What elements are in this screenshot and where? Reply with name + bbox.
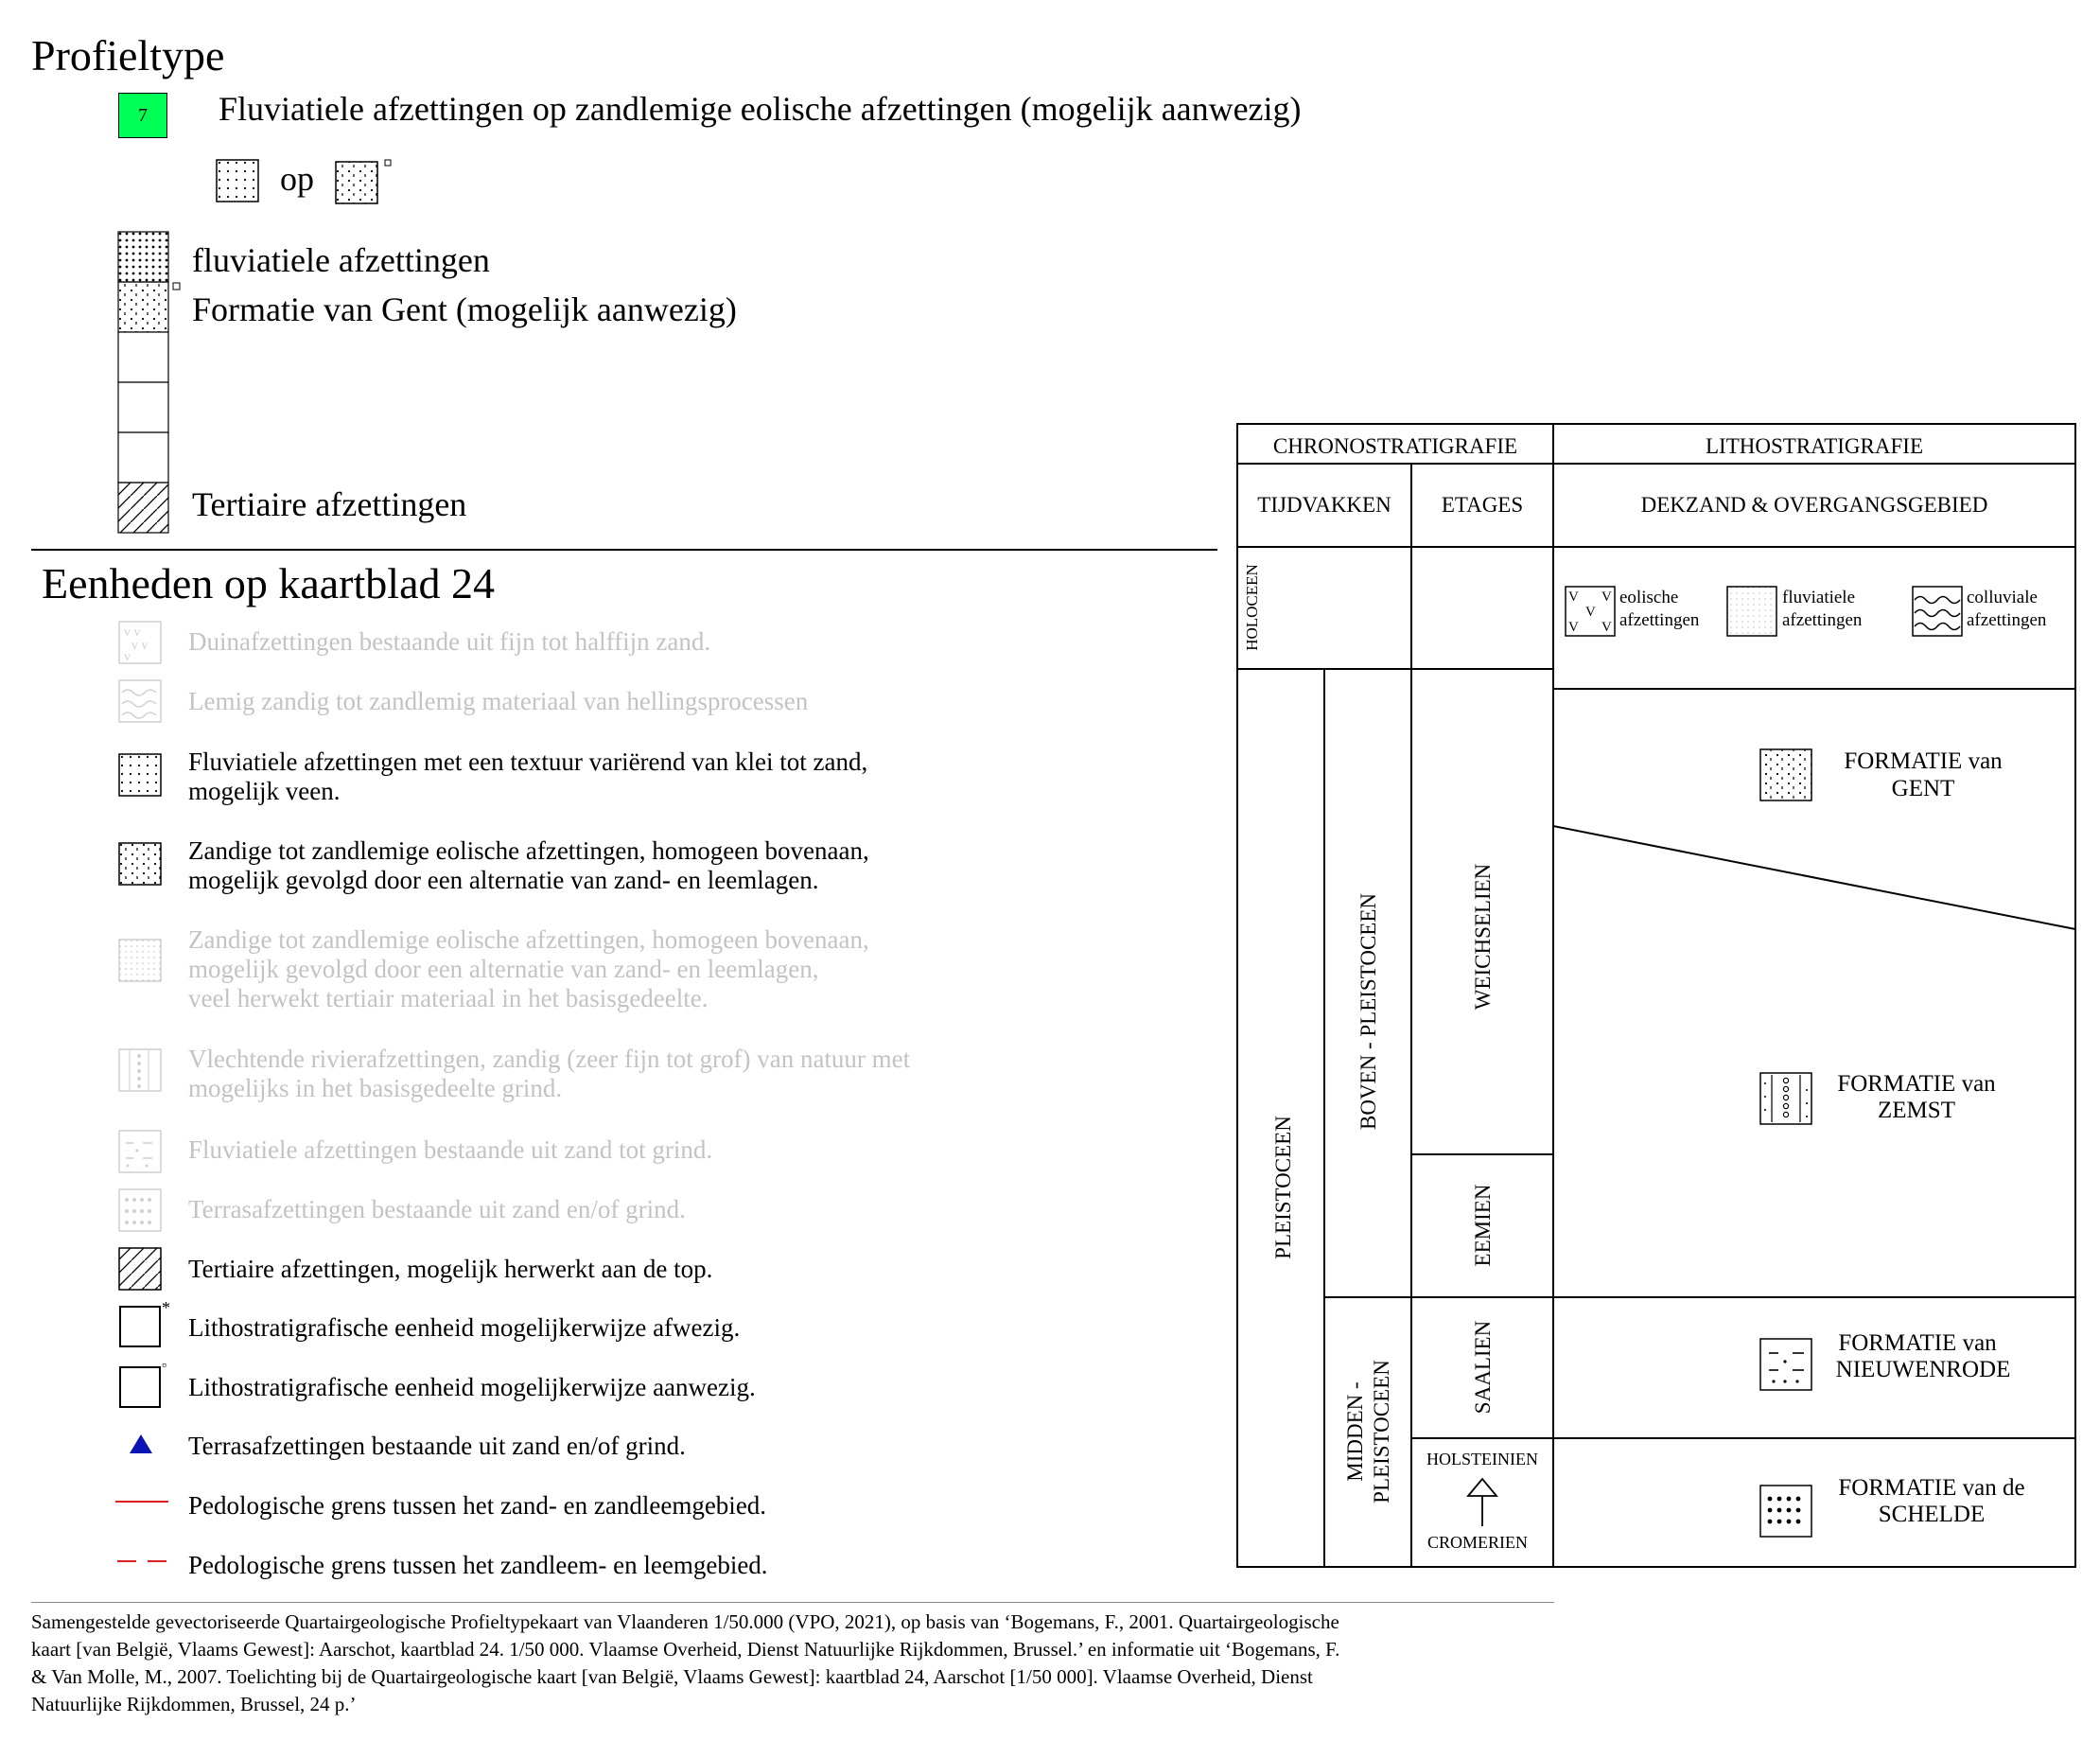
braided-pattern-icon [118,1048,164,1094]
unit-line: mogelijk veen. [188,777,341,805]
eolische-label-2: afzettingen [1619,610,1700,630]
dashed-red-line-icon [114,1558,170,1564]
op-label: op [280,160,314,198]
unit-label: Lemig zandig tot zandlemig materiaal van hellingsprocessen [188,687,809,715]
present-box-icon [119,1366,161,1408]
profile-column [117,231,184,534]
chrono-header: CHRONOSTRATIGRAFIE [1272,434,1518,458]
dotted-pattern-icon [216,159,261,204]
svg-text:V: V [1601,589,1612,605]
midden-pleistoceen-label-1: MIDDEN - [1343,1381,1367,1482]
absent-mark: * [162,1298,170,1317]
unit-label [188,925,869,1013]
unit-label: Terrasafzettingen bestaande uit zand en/of grind. [188,1195,686,1223]
boven-pleistoceen-label: BOVEN - PLEISTOCEEN [1356,892,1380,1131]
nieuwenrode-label-2: NIEUWENRODE [1835,1357,2011,1382]
etages-header: ETAGES [1441,493,1524,517]
v-pattern-icon [1566,587,1615,636]
footer-divider [31,1602,1554,1603]
tijdvakken-header: TIJDVAKKEN [1257,493,1391,517]
unit-line: Fluviatiele afzettingen met een textuur variërend van klei tot zand, [188,747,868,776]
colluviale-label-2: afzettingen [1967,610,2047,630]
wave-pattern-icon [118,679,164,725]
unit-label [188,1045,910,1103]
cromerien-label: CROMERIEN [1426,1533,1529,1552]
svg-text:V: V [1568,589,1579,605]
svg-text:V: V [1601,620,1612,635]
gravel-pattern-icon [118,1130,164,1175]
unit-label: Duinafzettingen bestaande uit fijn tot halffijn zand. [188,627,711,656]
absent-box-icon [119,1306,161,1347]
colluviale-label-1: colluviale [1967,588,2038,607]
svg-text:V: V [1585,605,1596,620]
triangle-icon [128,1433,154,1455]
svg-text:v v: v v [124,625,141,640]
source-citation [31,1609,1339,1718]
column-label-fluviatiel: fluviatiele afzettingen [192,241,490,279]
unit-line: veel herwekt tertiair materiaal in het basisgedeelte. [188,984,709,1012]
profile-code-badge [118,93,167,138]
unit-line: Zandige tot zandlemige eolische afzettingen, homogeen bovenaan, [188,925,869,954]
dekzand-header: DEKZAND & OVERGANGSGEBIED [1640,493,1988,517]
unit-line: Vlechtende rivierafzettingen, zandig (zeer fijn tot grof) van natuur met [188,1045,911,1073]
fluviatiele-label-2: afzettingen [1782,610,1863,630]
up-arrow-icon [1468,1479,1496,1526]
gent-pattern-icon [1760,749,1811,800]
section-divider [31,549,1217,551]
midden-pleistoceen-label-2: PLEISTOCEEN [1370,1360,1393,1504]
column-label-gent: Formatie van Gent (mogelijk aanwezig) [192,290,737,328]
wave-pattern-icon [1913,587,1962,636]
zemst-label-1: FORMATIE van [1837,1071,1996,1097]
citation-line: Natuurlijke Rijkdommen, Brussel, 24 p.’ [31,1693,357,1715]
dot-dash-pattern-icon [118,842,164,888]
nieuwenrode-label-1: FORMATIE van [1838,1330,1997,1356]
unit-label: Pedologische grens tussen het zandleem- en leemgebied. [188,1551,768,1579]
schelde-label-1: FORMATIE van de [1838,1475,2025,1501]
svg-text:v: v [124,650,131,664]
unit-label: Fluviatiele afzettingen bestaande uit zand tot grind. [188,1135,713,1164]
hatch-pattern-icon [118,1247,164,1293]
citation-line: kaart [van België, Vlaams Gewest]: Aarschot, kaartblad 24. 1/50 000. Vlaamse Overheid, Dienst Natuurlijke Rijkdommen, Brussel.’ en informatie uit ‘Bogemans, F. [31,1638,1340,1661]
schelde-label-2: SCHELDE [1878,1502,1986,1527]
weichselien-label: WEICHSELIEN [1471,863,1495,1011]
unit-label: Lithostratigrafische eenheid mogelijkerwijze afwezig. [188,1313,741,1342]
units-title: Eenheden op kaartblad 24 [42,559,495,607]
saalien-label: SAALIEN [1471,1320,1495,1415]
zemst-label-2: ZEMST [1878,1098,1955,1123]
solid-red-line-icon [114,1499,170,1504]
unit-line: mogelijk gevolgd door een alternatie van zand- en leemlagen. [188,866,819,894]
dotted-pattern-icon [118,753,164,799]
holoceen-label: HOLOCEEN [1243,564,1261,651]
eolische-label-1: eolische [1619,588,1679,607]
dot-dash-pattern-icon [118,939,164,984]
column-label-tertiair: Tertiaire afzettingen [192,485,467,523]
stratigraphic-table [1230,421,2081,1580]
present-mark: ▫ [162,1359,166,1373]
holsteinien-label: HOLSTEINIEN [1426,1450,1538,1468]
gravel-pattern-icon [1760,1339,1811,1390]
terrace-pattern-icon [1760,1486,1811,1537]
citation-line: & Van Molle, M., 2007. Toelichting bij de Quartairgeologische kaart [van België, Vlaams Gewest]: kaartblad 24, Aarschot [1/50 000]. Vlaamse Overheid, Dienst [31,1665,1313,1688]
gent-label-2: GENT [1891,776,1955,801]
svg-text:v v: v v [131,639,149,653]
profieltype-title: Profieltype [31,31,225,79]
unit-label: Pedologische grens tussen het zand- en zandleemgebied. [188,1491,767,1520]
unit-label [188,747,867,806]
profile-code: 7 [138,104,148,126]
litho-header: LITHOSTRATIGRAFIE [1706,434,1923,458]
unit-label [188,836,869,895]
gent-label-1: FORMATIE van [1844,748,2003,774]
svg-text:V: V [1568,620,1579,635]
unit-line: Zandige tot zandlemige eolische afzettingen, homogeen bovenaan, [188,836,869,865]
faint-dot-pattern-icon [1727,587,1776,636]
unit-label: Terrasafzettingen bestaande uit zand en/of grind. [188,1432,686,1460]
unit-line: mogelijks in het basisgedeelte grind. [188,1074,563,1102]
citation-line: Samengestelde gevectoriseerde Quartairgeologische Profieltypekaart van Vlaanderen 1/50.000 (VPO, 2021), op basis van ‘Bogemans, F., 2001. Quartairgeologische [31,1610,1339,1633]
unit-label: Lithostratigrafische eenheid mogelijkerwijze aanwezig. [188,1373,756,1401]
fluviatiele-label-1: fluviatiele [1782,588,1856,607]
v-pattern-icon [118,621,164,666]
unit-line: mogelijk gevolgd door een alternatie van zand- en leemlagen, [188,955,819,983]
unit-label: Tertiaire afzettingen, mogelijk herwerkt aan de top. [188,1255,713,1283]
eemien-label: EEMIEN [1471,1184,1495,1267]
pleistoceen-label: PLEISTOCEEN [1271,1116,1295,1259]
profile-description: Fluviatiele afzettingen op zandlemige eolische afzettingen (mogelijk aanwezig) [219,90,1302,128]
braided-pattern-icon [1760,1073,1811,1124]
dot-dash-pattern-icon [335,159,394,206]
terrace-pattern-icon [118,1188,164,1234]
